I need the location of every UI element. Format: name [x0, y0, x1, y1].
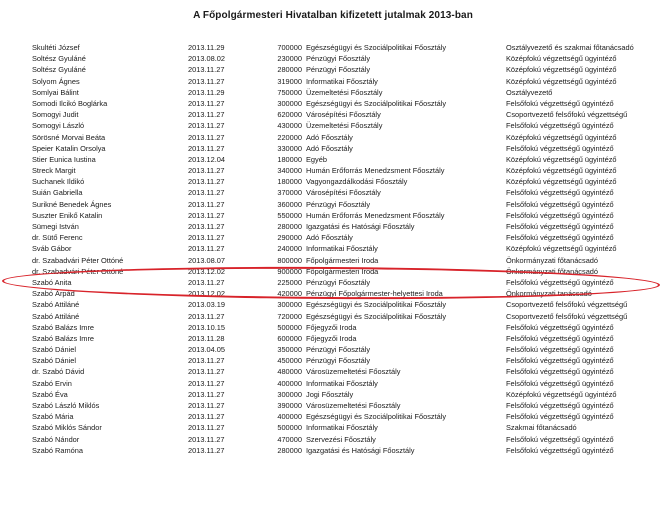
table-row: [0, 366, 666, 377]
employee-name: Speier Katalin Orsolya: [32, 143, 106, 153]
job-position: Önkormányzati tanácsadó: [506, 289, 592, 299]
department: Üzemeltetési Főosztály: [306, 121, 383, 131]
job-position: Osztályvezető: [506, 87, 553, 97]
job-position: Középfokú végzettségű ügyintéző: [506, 389, 617, 399]
table-row: [0, 255, 666, 266]
payment-date: 2013.11.27: [188, 367, 225, 377]
payment-date: 2013.11.27: [188, 210, 225, 220]
employee-name: Suián Gabriella: [32, 188, 83, 198]
employee-name: dr. Szabadvári Péter Ottóné: [32, 255, 124, 265]
table-row: [0, 322, 666, 333]
job-position: Felsőfokú végzettségű ügyintéző: [506, 356, 614, 366]
department: Adó Főosztály: [306, 233, 353, 243]
bonus-amount: 240000: [277, 244, 302, 254]
table-row: [0, 411, 666, 422]
bonus-amount: 280000: [277, 222, 302, 231]
employee-name: Somogyi László: [32, 121, 85, 131]
department: Adó Főosztály: [306, 143, 353, 153]
table-row: [0, 165, 666, 176]
bonus-amount: 500000: [277, 322, 302, 332]
department: Városépítési Főosztály: [306, 110, 381, 120]
employee-name: dr. Sütő Ferenc: [32, 233, 83, 243]
payment-date: 2013.11.27: [188, 445, 225, 455]
job-position: Középfokú végzettségű ügyintéző: [506, 166, 617, 176]
table-row: [0, 445, 666, 456]
department: Informatikai Főosztály: [306, 244, 378, 254]
payment-date: 2013.11.27: [188, 389, 225, 399]
job-position: Csoportvezető felsőfokú végzettségű: [506, 300, 628, 310]
payment-date: 2013.11.27: [188, 110, 225, 120]
bonus-amount: 400000: [277, 378, 302, 388]
employee-name: Suchanek Ildikó: [32, 177, 85, 187]
payment-date: 2013.11.27: [188, 401, 225, 410]
bonus-amount: 220000: [277, 132, 302, 142]
department: Főpolgármesteri Iroda: [306, 255, 379, 265]
bonus-amount: 340000: [277, 166, 302, 176]
employee-name: Szabó Mária: [32, 412, 74, 422]
bonus-amount: 420000: [277, 289, 302, 299]
employee-name: Surikné Benedek Ágnes: [32, 199, 112, 209]
bonus-amount: 400000: [277, 412, 302, 422]
bonus-amount: 225000: [277, 277, 302, 287]
table-row: [0, 422, 666, 433]
job-position: Középfokú végzettségű ügyintéző: [506, 65, 617, 75]
payment-date: 2013.11.27: [188, 98, 225, 108]
payment-date: 2013.04.05: [188, 345, 225, 355]
table-row: [0, 76, 666, 87]
page-title: A Főpolgármesteri Hivatalban kifizetett jutalmak 2013-ban: [193, 10, 473, 21]
table-row: [0, 243, 666, 254]
employee-name: Somogyi Judit: [32, 110, 79, 120]
bonus-amount: 300000: [277, 300, 302, 310]
department: Egyéb: [306, 154, 327, 164]
bonus-amount: 280000: [277, 65, 302, 75]
employee-name: dr. Szabadvári Péter Ottóné: [32, 266, 124, 276]
department: Pénzügyi Főosztály: [306, 199, 371, 209]
employee-name: Streck Margit: [32, 166, 76, 176]
department: Informatikai Főosztály: [306, 76, 378, 86]
employee-name: Somodi Ilcikó Boglárka: [32, 98, 108, 108]
payment-date: 2013.11.27: [188, 76, 225, 86]
bonus-amount: 350000: [277, 345, 302, 355]
job-position: Felsőfokú végzettségű ügyintéző: [506, 434, 614, 444]
table-row: [0, 333, 666, 344]
payment-date: 2013.11.27: [188, 177, 225, 187]
bonus-amount: 750000: [277, 87, 302, 97]
job-position: Csoportvezető felsőfokú végzettségű: [506, 110, 628, 120]
payment-date: 2013.11.27: [188, 233, 225, 243]
employee-name: Szabó László Miklós: [32, 401, 100, 410]
table-row: [0, 378, 666, 389]
department: Adó Főosztály: [306, 132, 353, 142]
job-position: Felsőfokú végzettségű ügyintéző: [506, 322, 614, 332]
department: Pénzügyi Főosztály: [306, 277, 371, 287]
job-position: Középfokú végzettségű ügyintéző: [506, 177, 617, 187]
payment-date: 2013.11.27: [188, 412, 225, 422]
employee-name: Szabó Attiláné: [32, 311, 80, 321]
employee-name: Szabó Attiláné: [32, 300, 80, 310]
employee-name: Stier Eunica Iustina: [32, 154, 96, 164]
job-position: Önkormányzati főtanácsadó: [506, 255, 599, 265]
employee-name: Soltész Gyuláné: [32, 54, 86, 64]
employee-name: Szabó Ramóna: [32, 445, 83, 455]
table-row: [0, 53, 666, 64]
department: Egészségügyi és Szociálpolitikai Főosztály: [306, 412, 447, 422]
department: Városüzemeltetési Főosztály: [306, 401, 401, 410]
bonus-amount: 370000: [277, 188, 302, 198]
employee-name: Szabó Éva: [32, 389, 68, 399]
table-row: [0, 232, 666, 243]
job-position: Felsőfokú végzettségű ügyintéző: [506, 210, 614, 220]
department: Humán Erőforrás Menedzsment Főosztály: [306, 166, 445, 176]
bonus-amount: 550000: [277, 210, 302, 220]
payment-date: 2013.11.27: [188, 423, 225, 433]
employee-name: Solyom Ágnes: [32, 76, 80, 86]
payment-date: 2013.11.27: [188, 356, 225, 366]
payment-date: 2013.11.27: [188, 244, 225, 254]
payment-date: 2013.11.27: [188, 311, 225, 321]
job-position: Szakmai főtanácsadó: [506, 423, 577, 433]
bonus-amount: 360000: [277, 199, 302, 209]
payment-date: 2013.11.27: [188, 434, 225, 444]
employee-name: Szabó Balázs Imre: [32, 333, 95, 343]
department: Egészségügyi és Szociálpolitikai Főosztály: [306, 300, 447, 310]
table-row: [0, 187, 666, 198]
employee-name: Somlyai Bálint: [32, 87, 79, 97]
department: Főpolgármesteri Iroda: [306, 266, 379, 276]
department: Egészségügyi és Szociálpolitikai Főosztály: [306, 43, 447, 52]
employee-name: Szabó Ervin: [32, 378, 72, 388]
department: Humán Erőforrás Menedzsment Főosztály: [306, 210, 445, 220]
table-row: [0, 143, 666, 154]
job-position: Felsőfokú végzettségű ügyintéző: [506, 378, 614, 388]
employee-name: Szabó Árpád: [32, 289, 75, 299]
department: Egészségügyi és Szociálpolitikai Főosztály: [306, 311, 447, 321]
table-row: [0, 400, 666, 411]
payment-date: 2013.11.27: [188, 222, 225, 231]
department: Városüzemeltetési Főosztály: [306, 367, 401, 377]
bonus-amount: 450000: [277, 356, 302, 366]
bonus-amount: 500000: [277, 423, 302, 433]
bonus-amount: 330000: [277, 143, 302, 153]
department: Pénzügyi Főosztály: [306, 54, 371, 64]
job-position: Felsőfokú végzettségű ügyintéző: [506, 98, 614, 108]
payment-date: 2013.11.27: [188, 166, 225, 176]
payment-date: 2013.08.02: [188, 54, 225, 64]
department: Informatikai Főosztály: [306, 423, 378, 433]
job-position: Felsőfokú végzettségű ügyintéző: [506, 345, 614, 355]
bonus-amount: 290000: [277, 233, 302, 243]
payment-date: 2013.11.27: [188, 277, 225, 287]
table-row: [0, 311, 666, 322]
bonus-amount: 600000: [277, 333, 302, 343]
payment-date: 2013.11.29: [188, 43, 225, 52]
job-position: Önkormányzati főtanácsadó: [506, 266, 599, 276]
employee-name: Soltész Gyuláné: [32, 65, 86, 75]
department: Pénzügyi Főpolgármester-helyettesi Iroda: [306, 289, 443, 299]
department: Főjegyzői Iroda: [306, 322, 357, 332]
job-position: Felsőfokú végzettségű ügyintéző: [506, 412, 614, 422]
job-position: Felsőfokú végzettségű ügyintéző: [506, 367, 614, 377]
department: Igazgatási és Hatósági Főosztály: [306, 445, 415, 455]
table-row: [0, 176, 666, 187]
payment-date: 2013.03.19: [188, 300, 225, 310]
job-position: Középfokú végzettségű ügyintéző: [506, 54, 617, 64]
payment-date: 2013.12.02: [188, 266, 225, 276]
table-row: [0, 355, 666, 366]
table-row: [0, 389, 666, 400]
employee-name: Szabó Dániel: [32, 356, 76, 366]
job-position: Osztályvezető és szakmai főtanácsadó: [506, 43, 634, 52]
bonus-amount: 180000: [277, 177, 302, 187]
department: Jogi Főosztály: [306, 389, 354, 399]
employee-name: Szabó Nándor: [32, 434, 80, 444]
bonus-amount: 280000: [277, 445, 302, 455]
job-position: Felsőfokú végzettségű ügyintéző: [506, 277, 614, 287]
job-position: Középfokú végzettségű ügyintéző: [506, 132, 617, 142]
department: Pénzügyi Főosztály: [306, 345, 371, 355]
bonus-amount: 700000: [277, 43, 302, 52]
job-position: Középfokú végzettségű ügyintéző: [506, 76, 617, 86]
table-row: [0, 42, 666, 53]
employee-name: Skultéti József: [32, 43, 80, 52]
bonus-amount: 720000: [277, 311, 302, 321]
table-row: [0, 221, 666, 232]
department: Főjegyzői Iroda: [306, 333, 357, 343]
payment-date: 2013.11.29: [188, 87, 225, 97]
job-position: Felsőfokú végzettségű ügyintéző: [506, 143, 614, 153]
payment-date: 2013.11.27: [188, 378, 225, 388]
table-row: [0, 109, 666, 120]
payment-date: 2013.08.07: [188, 255, 225, 265]
department: Pénzügyi Főosztály: [306, 65, 371, 75]
employee-name: Szabó Balázs Imre: [32, 322, 95, 332]
employee-name: Sörösné Morvai Beáta: [32, 132, 106, 142]
payment-date: 2013.11.27: [188, 188, 225, 198]
payment-date: 2013.10.15: [188, 322, 225, 332]
bonus-amount: 480000: [277, 367, 302, 377]
bonus-amount: 620000: [277, 110, 302, 120]
department: Városépítési Főosztály: [306, 188, 381, 198]
job-position: Felsőfokú végzettségű ügyintéző: [506, 233, 614, 243]
bonus-amount: 900000: [277, 266, 302, 276]
payment-date: 2013.11.27: [188, 143, 225, 153]
employee-name: Suszter Enikő Katalin: [32, 210, 103, 220]
table-row: [0, 64, 666, 75]
department: Szervezési Főosztály: [306, 434, 376, 444]
payment-date: 2013.11.27: [188, 132, 225, 142]
job-position: Csoportvezető felsőfokú végzettségű: [506, 311, 628, 321]
employee-name: Sümegi István: [32, 222, 79, 231]
department: Pénzügyi Főosztály: [306, 356, 371, 366]
employee-name: Szabó Anita: [32, 277, 72, 287]
bonus-table: [0, 42, 666, 456]
job-position: Felsőfokú végzettségű ügyintéző: [506, 333, 614, 343]
department: Igazgatási és Hatósági Főosztály: [306, 222, 415, 231]
employee-name: Szabó Miklós Sándor: [32, 423, 102, 433]
table-row: [0, 98, 666, 109]
bonus-amount: 430000: [277, 121, 302, 131]
table-row: [0, 120, 666, 131]
department: Egészségügyi és Szociálpolitikai Főosztály: [306, 98, 447, 108]
job-position: Felsőfokú végzettségű ügyintéző: [506, 199, 614, 209]
bonus-amount: 800000: [277, 255, 302, 265]
payment-date: 2013.12.02: [188, 289, 225, 299]
bonus-amount: 180000: [277, 154, 302, 164]
table-row: [0, 87, 666, 98]
table-row: [0, 199, 666, 210]
table-row: [0, 434, 666, 445]
table-row: [0, 154, 666, 165]
table-row: [0, 132, 666, 143]
employee-name: dr. Szabó Dávid: [32, 367, 85, 377]
bonus-amount: 319000: [277, 76, 302, 86]
payment-date: 2013.11.27: [188, 65, 225, 75]
payment-date: 2013.11.27: [188, 121, 225, 131]
bonus-amount: 390000: [277, 401, 302, 410]
job-position: Középfokú végzettségű ügyintéző: [506, 244, 617, 254]
job-position: Felsőfokú végzettségű ügyintéző: [506, 401, 614, 410]
department: Üzemeltetési Főosztály: [306, 87, 383, 97]
job-position: Középfokú végzettségű ügyintéző: [506, 154, 617, 164]
payment-date: 2013.11.27: [188, 199, 225, 209]
employee-name: Szabó Dániel: [32, 345, 76, 355]
bonus-amount: 230000: [277, 54, 302, 64]
job-position: Felsőfokú végzettségű ügyintéző: [506, 188, 614, 198]
payment-date: 2013.12.04: [188, 154, 225, 164]
department: Vagyongazdálkodási Főosztály: [306, 177, 408, 187]
table-row: [0, 299, 666, 310]
bonus-amount: 470000: [277, 434, 302, 444]
job-position: Felsőfokú végzettségű ügyintéző: [506, 121, 614, 131]
table-row: [0, 344, 666, 355]
employee-name: Sváb Gábor: [32, 244, 72, 254]
department: Informatikai Főosztály: [306, 378, 378, 388]
job-position: Felsőfokú végzettségű ügyintéző: [506, 222, 614, 231]
bonus-amount: 300000: [277, 98, 302, 108]
bonus-amount: 300000: [277, 389, 302, 399]
payment-date: 2013.11.28: [188, 333, 225, 343]
table-row: [0, 210, 666, 221]
job-position: Felsőfokú végzettségű ügyintéző: [506, 445, 614, 455]
